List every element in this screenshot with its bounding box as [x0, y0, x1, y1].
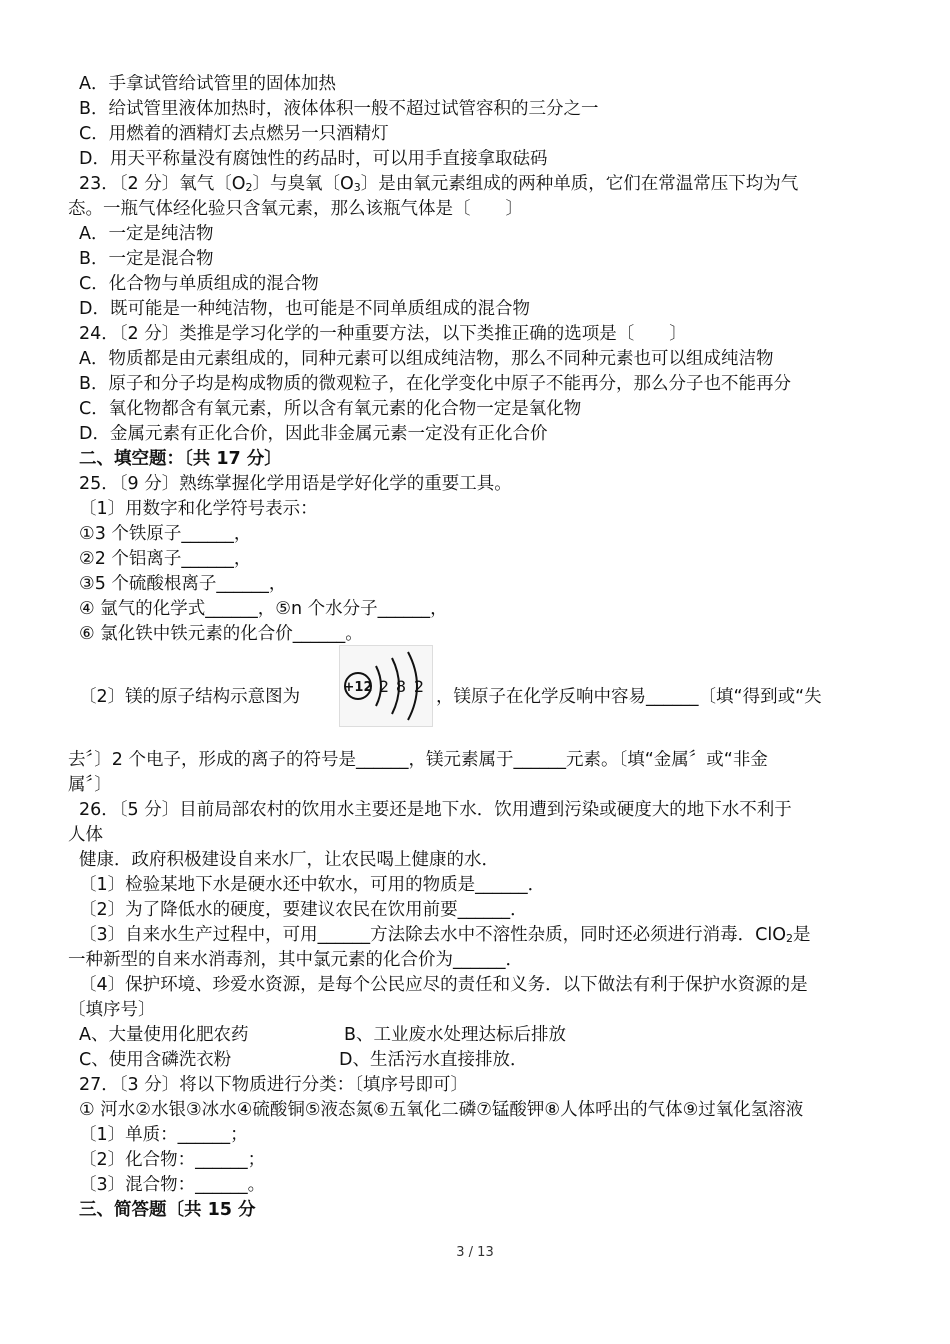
shell-count-3: 2 [413, 677, 425, 696]
q25-part2-cont: 去〞〕2 个电子，形成的离子的符号是______，镁元素属于______元素。〔填“金属〞或“非金 [68, 750, 768, 770]
q26-stem-cont2: 健康．政府积极建设自来水厂，让农民喝上健康的水． [79, 850, 499, 870]
q27-substances: ① 河水②水银③冰水④硫酸铜⑤液态氮⑥五氧化二磷⑦锰酸钾⑧人体呼出的气体⑨过氧化氢溶液 [79, 1100, 804, 1120]
q25-item4-5: ④ 氩气的化学式______，⑤n 个水分子______， [79, 599, 448, 619]
q26-part3-cont: 一种新型的自来水消毒剂，其中氯元素的化合价为______． [68, 950, 523, 970]
q24-option-d: D．金属元素有正化合价，因此非金属元素一定没有正化合价 [79, 424, 548, 444]
q23-option-b: B．一定是混合物 [79, 249, 214, 269]
q26-part3: 〔3〕自来水生产过程中，可用______方法除去水中不溶性杂质，同时还必须进行消毒．ClO$_2$是 [79, 925, 811, 945]
shell-count-2: 8 [395, 677, 407, 696]
q24-option-b: B．原子和分子均是构成物质的微观粒子，在化学变化中原子不能再分，那么分子也不能再分 [79, 374, 792, 394]
q26-part1: 〔1〕检验某地下水是硬水还中软水，可用的物质是______． [79, 875, 546, 895]
q27-part2: 〔2〕化合物：______； [79, 1150, 266, 1170]
q26-stem: 26．〔5 分〕目前局部农村的饮用水主要还是地下水．饮用遭到污染或硬度大的地下水不利于 [79, 800, 792, 820]
shell-count-1: 2 [378, 677, 390, 696]
q25-part2-b: ，镁原子在化学反响中容易______〔填“得到或“失 [436, 687, 822, 707]
q26-option-a: A、大量使用化肥农药 [79, 1025, 249, 1045]
q25-part2-end: 属〞〕 [68, 775, 112, 795]
q25-part2-a: 〔2〕镁的原子结构示意图为 [79, 687, 301, 707]
q25-item2: ②2 个铝离子______， [79, 549, 252, 569]
q26-stem-cont: 人体 [68, 825, 103, 845]
q23-option-a: A．一定是纯洁物 [79, 224, 214, 244]
q24-option-c: C．氧化物都含有氧元素，所以含有氧元素的化合物一定是氧化物 [79, 399, 582, 419]
q22-option-c: C．用燃着的酒精灯去点燃另一只酒精灯 [79, 124, 389, 144]
q24-option-a: A．物质都是由元素组成的，同种元素可以组成纯洁物，那么不同种元素也可以组成纯洁物 [79, 349, 774, 369]
q26-option-d: D、生活污水直接排放． [339, 1050, 528, 1070]
q23-option-d: D．既可能是一种纯洁物，也可能是不同单质组成的混合物 [79, 299, 530, 319]
q23-stem: 23．〔2 分〕氧气〔$O_2$〕与臭氧〔$O_3$〕是由氧元素组成的两种单质，它们在常温常压下均为气 [79, 174, 799, 194]
q26-option-b: B、工业废水处理达标后排放 [344, 1025, 567, 1045]
q25-part1: 〔1〕用数字和化学符号表示： [79, 499, 318, 519]
q27-part3: 〔3〕混合物：______。 [79, 1175, 266, 1195]
q25-stem: 25．〔9 分〕熟练掌握化学用语是学好化学的重要工具。 [79, 474, 512, 494]
q26-part4: 〔4〕保护环境、珍爱水资源，是每个公民应尽的责任和义务．以下做法有利于保护水资源的是 [79, 975, 808, 995]
q24-stem: 24．〔2 分〕类推是学习化学的一种重要方法，以下类推正确的选项是〔 〕 [79, 324, 687, 344]
q23-option-c: C．化合物与单质组成的混合物 [79, 274, 319, 294]
q25-item6: ⑥ 氯化铁中铁元素的化合价______。 [79, 624, 363, 644]
q26-option-c: C、使用含磷洗衣粉 [79, 1050, 232, 1070]
q23-stem-cont: 态。一瓶气体经化验只含氧元素，那么该瓶气体是〔 〕 [68, 199, 523, 219]
q26-part2: 〔2〕为了降低水的硬度，要建议农民在饮用前要______． [79, 900, 528, 920]
q25-item1: ①3 个铁原子______， [79, 524, 252, 544]
section-fill-in-heading: 二、填空题：〔共 17 分〕 [79, 449, 282, 469]
q25-item3: ③5 个硫酸根离子______， [79, 574, 287, 594]
q27-part1: 〔1〕单质：______； [79, 1125, 248, 1145]
q26-part4-cont: 〔填序号〕 [68, 1000, 156, 1020]
section-short-answer-heading: 三、简答题〔共 15 分 [79, 1200, 256, 1220]
magnesium-atom-diagram [339, 645, 433, 727]
q22-option-a: A．手拿试管给试管里的固体加热 [79, 74, 336, 94]
q22-option-d: D．用天平称量没有腐蚀性的药品时，可以用手直接拿取砝码 [79, 149, 548, 169]
q22-option-b: B．给试管里液体加热时，液体体积一般不超过试管容积的三分之一 [79, 99, 599, 119]
q27-stem: 27．〔3 分〕将以下物质进行分类：〔填序号即可〕 [79, 1075, 468, 1095]
nucleus-label: +12 [343, 680, 373, 695]
page-number: 3 / 13 [456, 1245, 494, 1260]
